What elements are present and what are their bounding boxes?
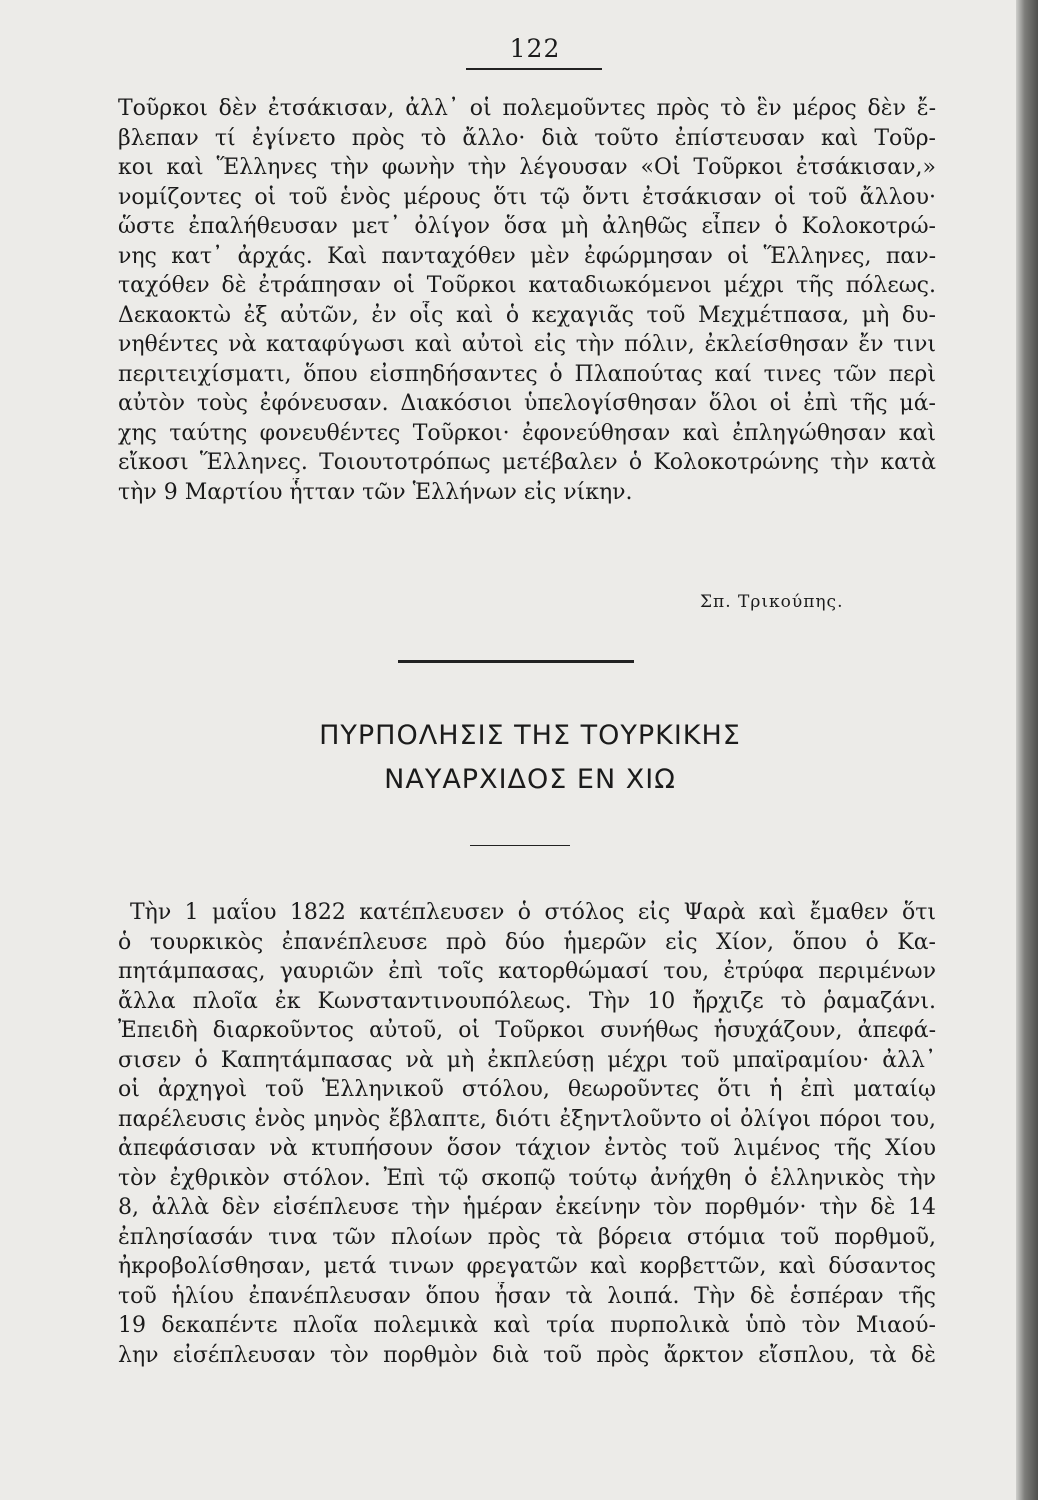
text-line: εἴκοσι Ἕλληνες. Τοιουτοτρόπως μετέβαλεν ὁ Κολοκοτρώνης τὴν κατὰ xyxy=(118,450,936,475)
text-line: οἱ ἀρχηγοὶ τοῦ Ἑλληνικοῦ στόλου, θεωροῦντες ὅτι ἡ ἐπὶ ματαίῳ xyxy=(118,1077,936,1102)
section2-text xyxy=(118,898,936,1370)
section-divider xyxy=(398,660,634,663)
text-line: Ἐπειδὴ διαρκοῦντος αὐτοῦ, οἱ Τοῦρκοι συνήθως ἡσυχάζουν, ἀπεφά- xyxy=(118,1018,936,1043)
text-line: τὸν ἐχθρικὸν στόλον. Ἐπὶ τῷ σκοπῷ τούτῳ ἀνήχθη ὁ ἑλληνικὸς τὴν xyxy=(118,1165,936,1191)
text-line: πητάμπασας, γαυριῶν ἐπὶ τοῖς κατορθώμασί του, ἐτρύφα περιμένων xyxy=(118,959,936,984)
section-title-line1: ΠΥΡΠΟΛΗΣΙΣ ΤΗΣ ΤΟΥΡΚΙΚΗΣ xyxy=(319,720,741,751)
text-line: περιτειχίσματι, ὅπου εἰσπηδήσαντες ὁ Πλαπούτας καί τινες τῶν περὶ xyxy=(118,361,936,387)
text-line: 19 δεκαπέντε πλοῖα πολεμικὰ καὶ τρία πυρπολικὰ ὑπὸ τὸν Μιαού- xyxy=(118,1313,936,1338)
section1-text xyxy=(118,94,936,507)
text-line: τοῦ ἡλίου ἐπανέπλευσαν ὅπου ἦσαν τὰ λοιπά. Τὴν δὲ ἑσπέραν τῆς xyxy=(118,1283,936,1309)
text-line: βλεπαν τί ἐγίνετο πρὸς τὸ ἄλλο· διὰ τοῦτο ἐπίστευσαν καὶ Τοῦρ- xyxy=(118,125,936,151)
text-line: ὥστε ἐπαλήθευσαν μετ᾽ ὀλίγον ὅσα μὴ ἀληθῶς εἶπεν ὁ Κολοκοτρώ- xyxy=(118,214,936,239)
text-line: ὁ τουρκικὸς ἐπανέπλευσε πρὸ δύο ἡμερῶν εἰς Χίον, ὅπου ὁ Κα- xyxy=(118,929,936,955)
text-line: σισεν ὁ Καπητάμπασας νὰ μὴ ἐκπλεύσῃ μέχρι τοῦ μπαϊραμίου· ἀλλ᾽ xyxy=(118,1047,936,1073)
text-line: Δεκαοκτὼ ἐξ αὐτῶν, ἐν οἷς καὶ ὁ κεχαγιᾶς τοῦ Μεχμέτπασα, μὴ δυ- xyxy=(118,302,936,328)
section-title-line2: ΝΑΥΑΡΧΙΔΟΣ ΕΝ ΧΙΩ xyxy=(384,764,676,795)
text-line: ἀπεφάσισαν νὰ κτυπήσουν ὅσον τάχιον ἐντὸς τοῦ λιμένος τῆς Χίου xyxy=(118,1136,936,1161)
text-line: νηθέντες νὰ καταφύγωσι καὶ αὐτοὶ εἰς τὴν πόλιν, ἐκλείσθησαν ἔν τινι xyxy=(118,332,936,357)
text-line: τὴν 9 Μαρτίου ἧτταν τῶν Ἑλλήνων εἰς νίκην. xyxy=(118,479,633,505)
book-spine-edge xyxy=(1016,0,1038,1500)
text-line: αὐτὸν τοὺς ἐφόνευσαν. Διακόσιοι ὑπελογίσθησαν ὅλοι οἱ ἐπὶ τῆς μά- xyxy=(118,391,936,416)
page-number: 122 xyxy=(509,34,561,63)
text-line: χης ταύτης φονευθέντες Τοῦρκοι· ἐφονεύθησαν καὶ ἐπληγώθησαν καὶ xyxy=(118,420,936,446)
text-line: νης κατ᾽ ἀρχάς. Καὶ πανταχόθεν μὲν ἐφώρμησαν οἱ Ἕλληνες, παν- xyxy=(118,243,936,269)
text-line: νομίζοντες οἱ τοῦ ἑνὸς μέρους ὅτι τῷ ὄντι ἐτσάκισαν οἱ τοῦ ἄλλου· xyxy=(118,184,936,210)
text-line: κοι καὶ Ἕλληνες τὴν φωνὴν τὴν λέγουσαν «Οἱ Τοῦρκοι ἐτσάκισαν,» xyxy=(118,155,936,180)
text-line: Τοῦρκοι δὲν ἐτσάκισαν, ἀλλ᾽ οἱ πολεμοῦντες πρὸς τὸ ἓν μέρος δὲν ἔ- xyxy=(118,96,936,121)
text-line: Τὴν 1 μαΐου 1822 κατέπλευσεν ὁ στόλος εἰς Ψαρὰ καὶ ἔμαθεν ὅτι xyxy=(130,900,936,925)
text-line: ἄλλα πλοῖα ἐκ Κωνσταντινουπόλεως. Τὴν 10 ἤρχιζε τὸ ῥαμαζάνι. xyxy=(118,988,936,1014)
text-line: λην εἰσέπλευσαν τὸν πορθμὸν διὰ τοῦ πρὸς ἄρκτον εἴσπλου, τὰ δὲ xyxy=(118,1342,936,1368)
title-underline xyxy=(470,845,570,846)
text-line: ἠκροβολίσθησαν, μετά τινων φρεγατῶν καὶ κορβεττῶν, καὶ δύσαντος xyxy=(118,1254,936,1279)
page-number-underline xyxy=(466,68,602,70)
text-line: παρέλευσις ἑνὸς μηνὸς ἔβλαπτε, διότι ἐξηντλοῦντο οἱ ὀλίγοι πόροι του, xyxy=(118,1106,936,1132)
text-line: ἐπλησίασάν τινα τῶν πλοίων πρὸς τὰ βόρεια στόμια τοῦ πορθμοῦ, xyxy=(118,1224,936,1250)
author-signature: Σπ. Τρικούπης. xyxy=(700,592,844,612)
text-line: ταχόθεν δὲ ἐτράπησαν οἱ Τοῦρκοι καταδιωκόμενοι μέχρι τῆς πόλεως. xyxy=(118,273,936,298)
text-line: 8, ἀλλὰ δὲν εἰσέπλευσε τὴν ἡμέραν ἐκείνην τὸν πορθμόν· τὴν δὲ 14 xyxy=(118,1195,936,1220)
